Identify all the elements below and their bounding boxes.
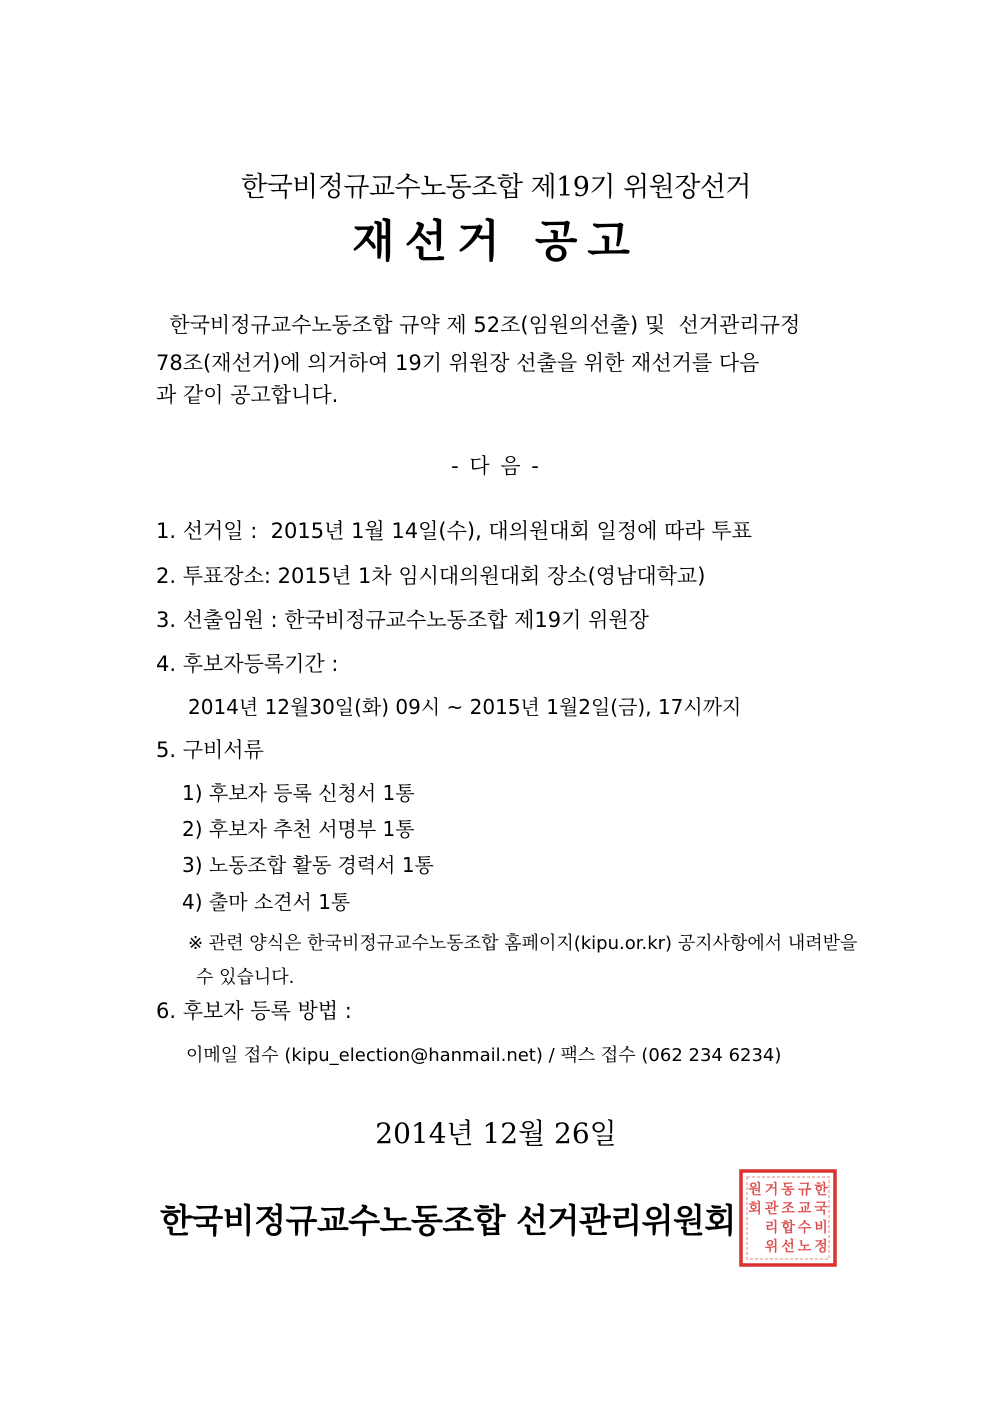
seal-glyph: 회 xyxy=(748,1201,762,1217)
seal-glyph: 규 xyxy=(797,1182,812,1198)
doc-item: 1) 후보자 등록 신청서 1통 xyxy=(182,781,415,805)
official-seal-icon xyxy=(738,1168,838,1268)
list-item-required-docs: 5. 구비서류 xyxy=(156,738,264,762)
list-item-registration-method: 6. 후보자 등록 방법 : xyxy=(156,999,352,1023)
registration-method-detail: 이메일 접수 (kipu_election@hanmail.net) / 팩스 접수 (062 234 6234) xyxy=(186,1045,782,1066)
seal-glyph: 관 xyxy=(764,1201,779,1217)
doc-item: 3) 노동조합 활동 경력서 1통 xyxy=(182,853,434,877)
seal-glyph: 합 xyxy=(781,1220,795,1236)
doc-item: 2) 후보자 추천 서명부 1통 xyxy=(182,817,415,841)
seal-glyph: 원 xyxy=(748,1182,762,1198)
seal-glyph: 조 xyxy=(781,1201,795,1217)
notice-title: 재선거 공고 xyxy=(352,216,640,267)
seal-glyph: 정 xyxy=(814,1239,828,1255)
registration-period-detail: 2014년 12월30일(화) 09시 ~ 2015년 1월2일(금), 17시까지 xyxy=(188,695,742,719)
list-item-voting-place: 2. 투표장소: 2015년 1차 임시대의원대회 장소(영남대학교) xyxy=(156,564,706,588)
section-heading: - 다 음 - xyxy=(451,454,541,478)
notice-date: 2014년 12월 26일 xyxy=(375,1117,617,1150)
seal-glyph: 동 xyxy=(781,1182,795,1198)
list-item-registration-period: 4. 후보자등록기간 : xyxy=(156,652,339,676)
intro-line-2: 78조(재선거)에 의거하여 19기 위원장 선출을 위한 재선거를 다음 xyxy=(156,351,760,375)
seal-glyph: 거 xyxy=(764,1182,779,1198)
list-item-elected-officer: 3. 선출임원 : 한국비정규교수노동조합 제19기 위원장 xyxy=(156,608,649,632)
seal-glyph: 리 xyxy=(764,1220,779,1236)
note-line-2: 수 있습니다. xyxy=(196,967,295,988)
seal-glyph: 교 xyxy=(797,1201,812,1217)
seal-glyph: 비 xyxy=(814,1220,828,1236)
seal-glyph: 한 xyxy=(814,1182,828,1198)
seal-glyph: 수 xyxy=(797,1220,812,1236)
organization-name: 한국비정규교수노동조합 선거관리위원회 xyxy=(160,1201,736,1240)
list-item-election-date: 1. 선거일 : 2015년 1월 14일(수), 대의원대회 일정에 따라 투표 xyxy=(156,519,752,543)
seal-glyph: 선 xyxy=(781,1239,795,1255)
seal-glyph: 위 xyxy=(764,1239,779,1255)
notice-subtitle: 한국비정규교수노동조합 제19기 위원장선거 xyxy=(241,172,751,203)
note-line-1: ※ 관련 양식은 한국비정규교수노동조합 홈페이지(kipu.or.kr) 공지사항에서 내려받을 xyxy=(188,933,858,954)
seal-glyph: 노 xyxy=(797,1239,812,1255)
seal-glyph: 국 xyxy=(814,1201,828,1217)
intro-line-3: 과 같이 공고합니다. xyxy=(156,383,339,407)
intro-line-1: 한국비정규교수노동조합 규약 제 52조(임원의선출) 및 선거관리규정 xyxy=(156,313,801,337)
doc-item: 4) 출마 소견서 1통 xyxy=(182,890,351,914)
